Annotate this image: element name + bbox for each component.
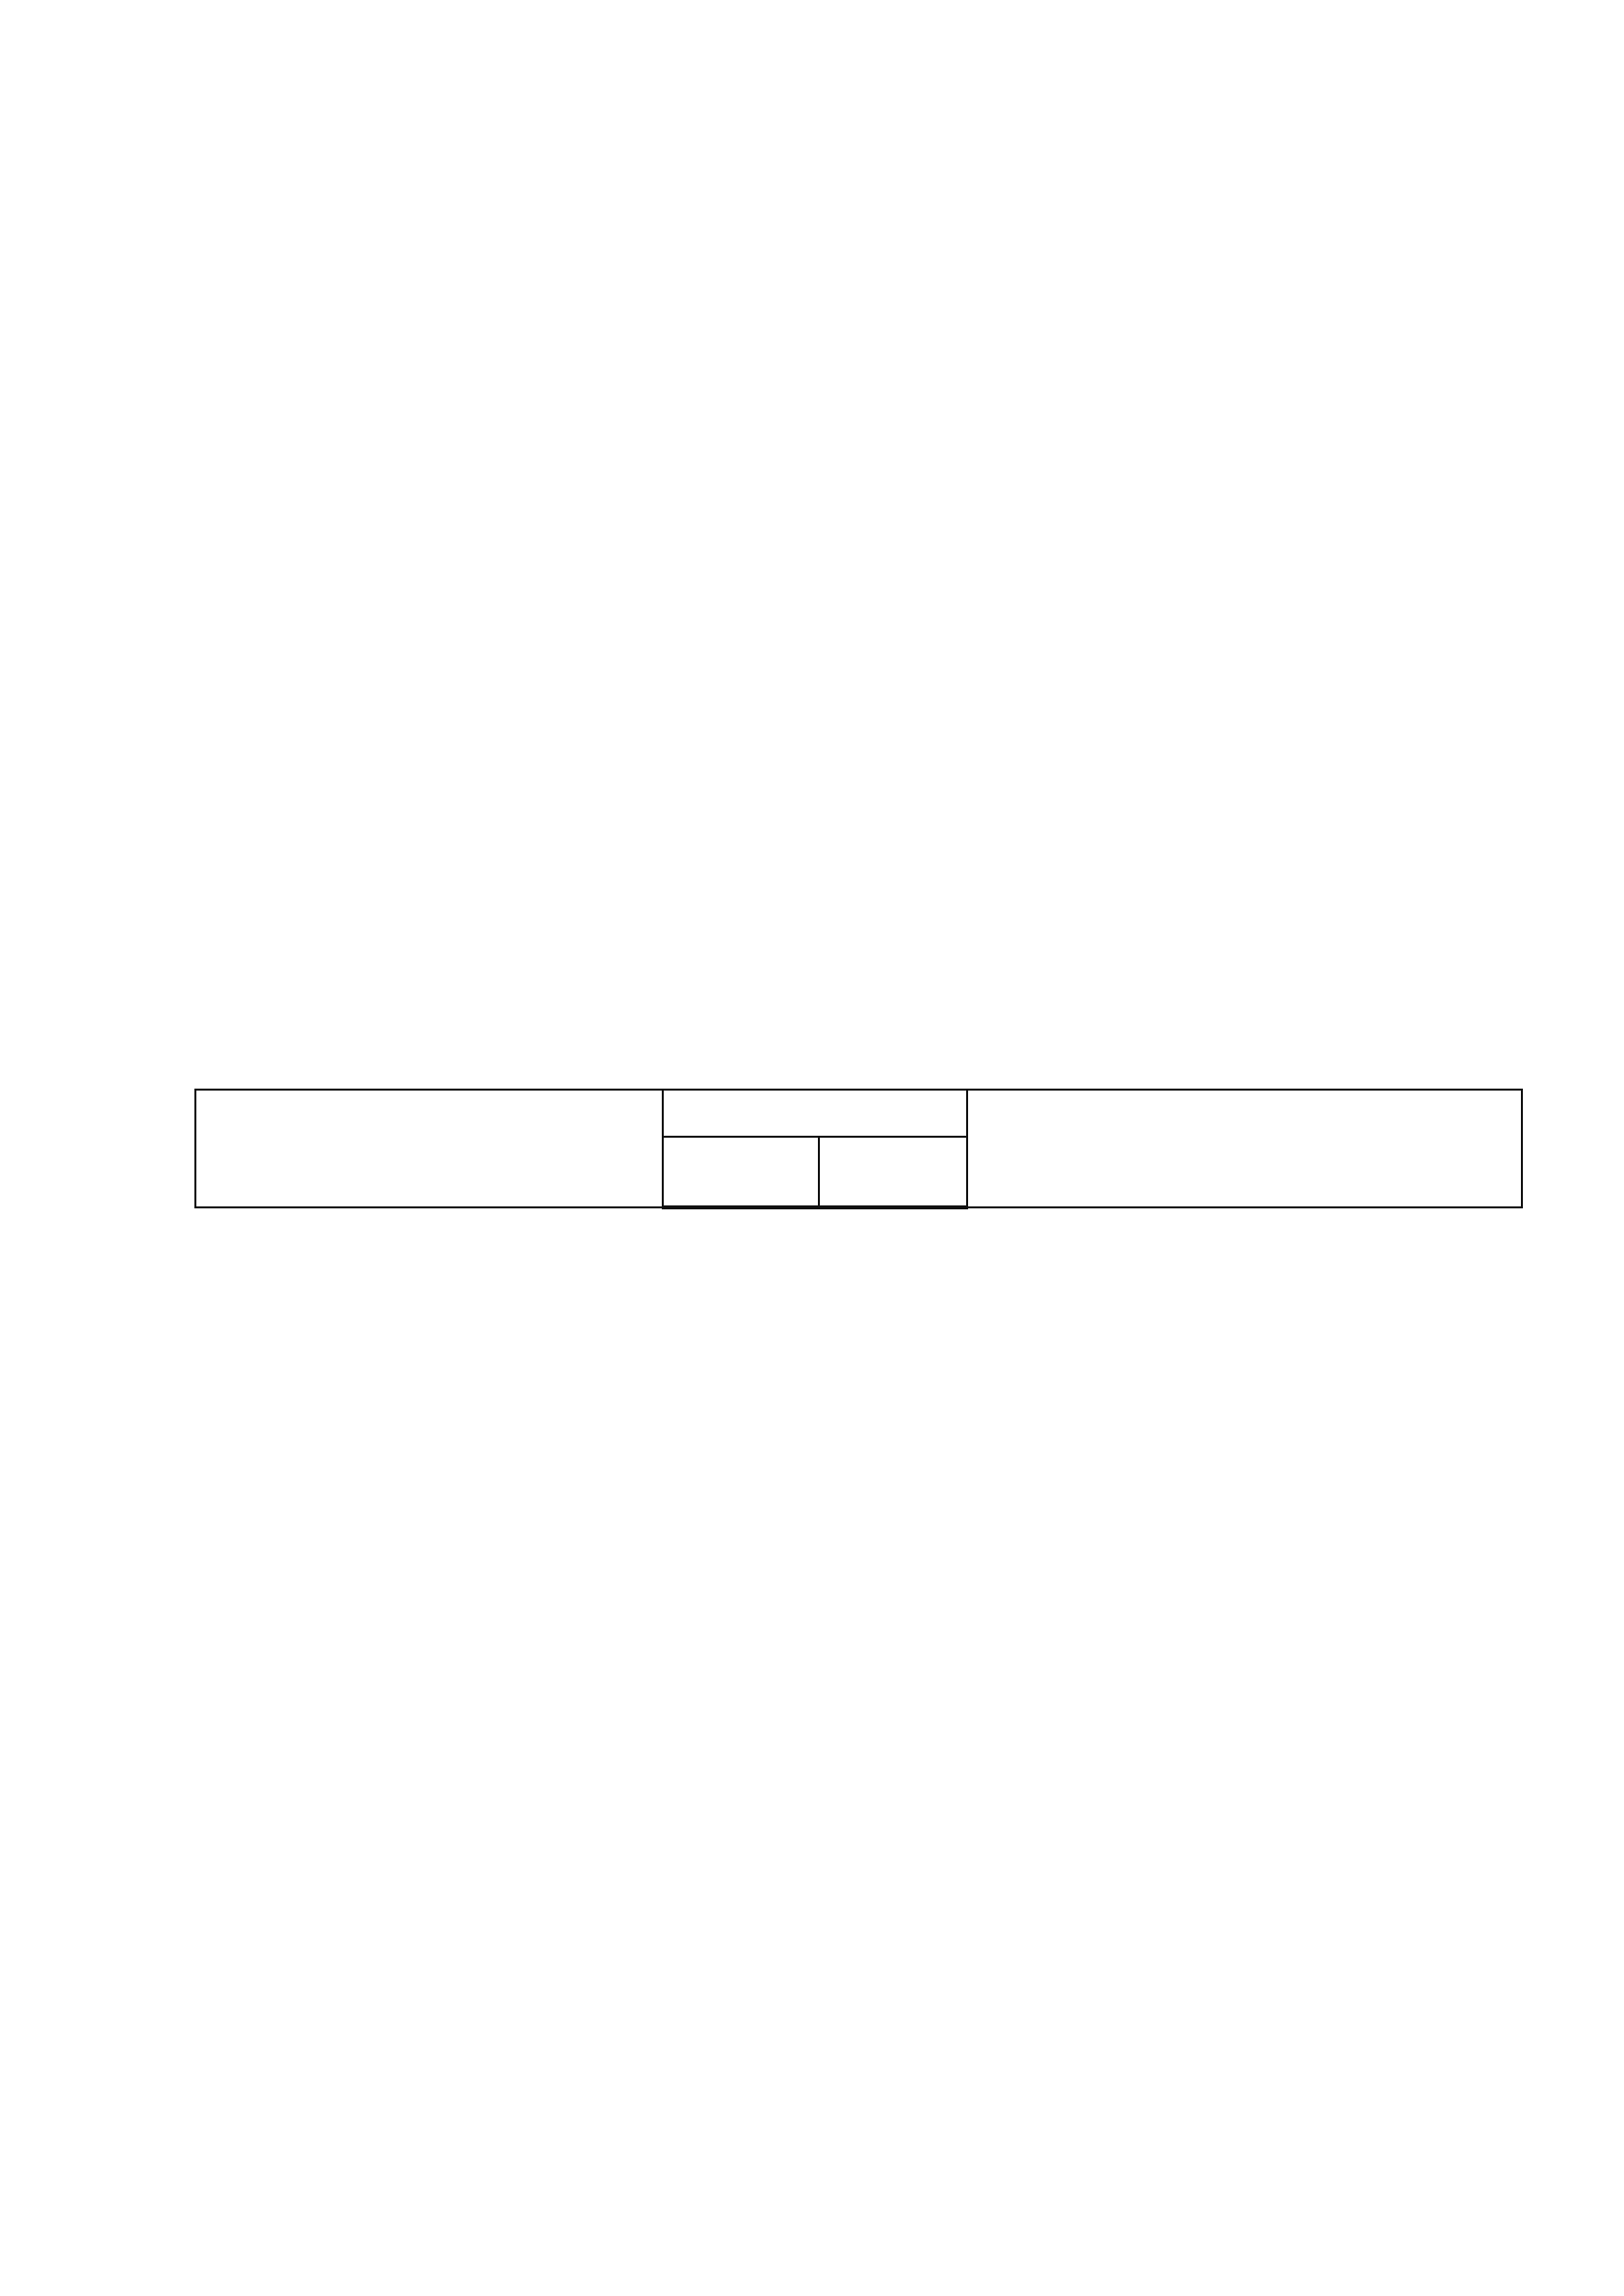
header-qty: [967, 1090, 1522, 1207]
header-clause-group: [663, 1090, 967, 1137]
table-caption: [194, 1041, 200, 1067]
table-header: [195, 1090, 1522, 1207]
section-heading: [194, 241, 1517, 276]
header-name: [195, 1090, 663, 1207]
header-methods: [819, 1137, 967, 1207]
header-tech: [663, 1137, 819, 1207]
main-content: [194, 222, 1517, 294]
test-table: [194, 1089, 1523, 1209]
